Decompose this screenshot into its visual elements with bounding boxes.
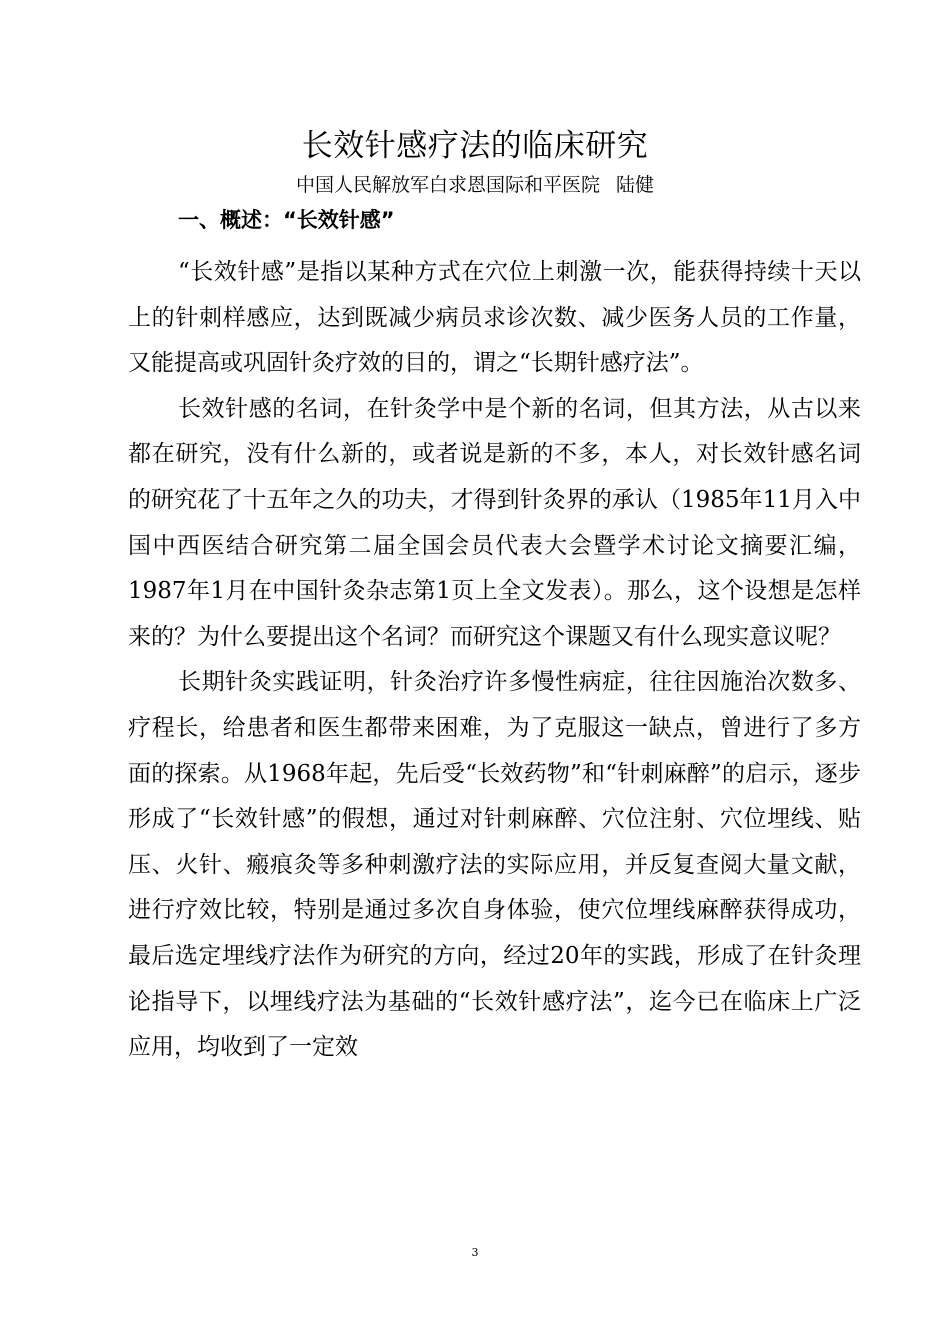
paragraph: 长效针感的名词，在针灸学中是个新的名词，但其方法，从古以来都在研究，没有什么新的，或者说是新的不多，本人，对长效针感名词的研究花了十五年之久的功夫，才得到针灸界的承认（1985年11月入中国中西医结合研究第二届全国会员代表大会暨学术讨论文摘要汇编，1987年1月在中国针灸杂志第1页上全文发表）。那么，这个设想是怎样来的？为什么要提出这个名词？而研究这个课题又有什么现实意议呢？ (128, 395, 861, 650)
body-text (128, 250, 861, 1071)
author-line (0, 170, 950, 200)
section-heading: 一、概述：“长效针感” (178, 208, 395, 232)
paragraph: 长期针灸实践证明，针灸治疗许多慢性病症，往往因施治次数多、疗程长，给患者和医生都带来困难，为了克服这一缺点，曾进行了多方面的探索。从1968年起，先后受“长效药物”和“针刺麻醉”的启示，逐步形成了“长效针感”的假想，通过对针刺麻醉、穴位注射、穴位埋线、贴压、火针、瘢痕灸等多种刺激疗法的实际应用，并反复查阅大量文献，进行疗效比较，特别是通过多次自身体验，使穴位埋线麻醉获得成功，最后选定埋线疗法作为研究的方向，经过20年的实践，形成了在针灸理论指导下，以埋线疗法为基础的“长效针感疗法”，迄今已在临床上广泛应用，均收到了一定效 (128, 669, 861, 1061)
author-name: 陆健 (616, 174, 655, 196)
author-organization: 中国人民解放军白求恩国际和平医院 (295, 174, 600, 196)
page-number: 3 (471, 1246, 479, 1259)
document-title: 长效针感疗法的临床研究 (301, 128, 649, 164)
paragraph: “长效针感”是指以某种方式在穴位上刺激一次，能获得持续十天以上的针刺样感应，达到既减少病员求诊次数、减少医务人员的工作量，又能提高或巩固针灸疗效的目的，谓之“长期针感疗法”。 (128, 259, 861, 377)
